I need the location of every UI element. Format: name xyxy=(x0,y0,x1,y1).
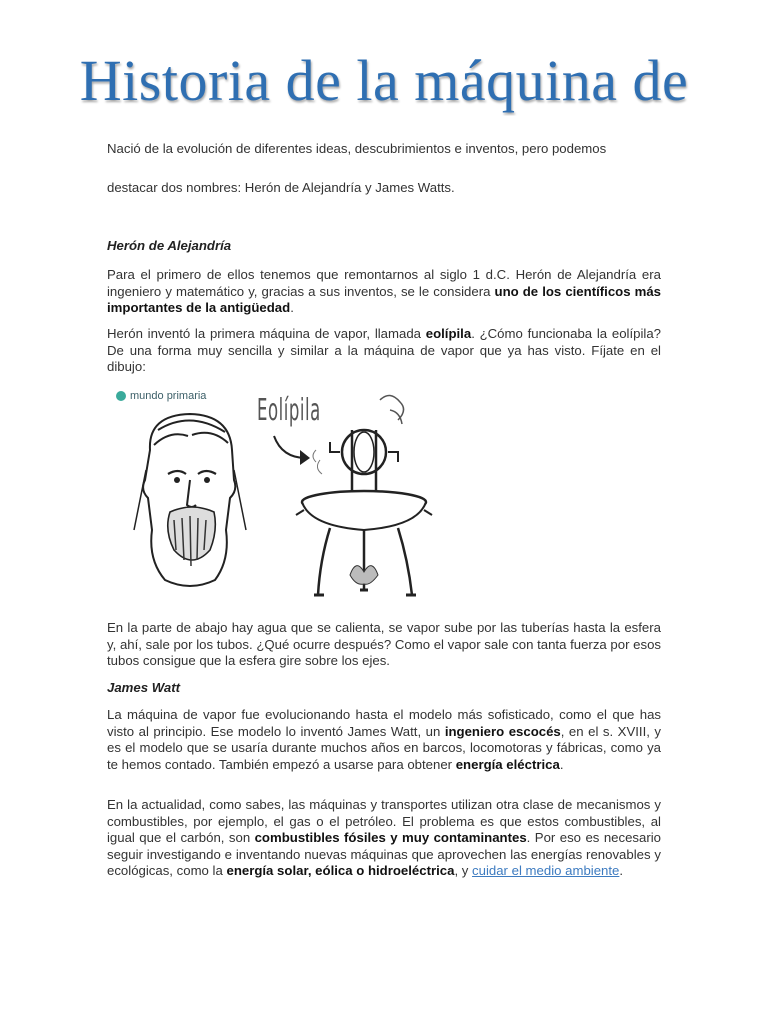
eolipile-illustration xyxy=(290,390,440,605)
watt-paragraph-2: En la actualidad, como sabes, las máquinas y transportes utilizan otra clase de mecanismos y combustibles, por ejemplo, el gas o el petróleo. El problema es que estos combustibles, al igual que el carbón, son combustibles fósiles y muy contaminantes. Por eso es necesario seguir investigando e inventando nuevas máquinas que aprovechen las energías renovables y ecológicas, como la energía solar, eólica o hidroeléctrica, y cuidar el medio ambiente. xyxy=(107,797,661,878)
intro-line-2: destacar dos nombres: Herón de Alejandría y James Watts. xyxy=(107,180,455,195)
watt-paragraph-1: La máquina de vapor fue evolucionando hasta el modelo más sofisticado, como el que has visto al principio. Ese modelo lo inventó James Watt, un ingeniero escocés, en el s. XVIII, y es el modelo que se usaría durante muchos años en barcos, locomotoras y fábricas, como ya te hemos contado. También empezó a usarse para obtener energía eléctrica. xyxy=(107,707,661,772)
heron-heading: Herón de Alejandría xyxy=(107,238,232,253)
intro-line-1: Nació de la evolución de diferentes ideas, descubrimientos e inventos, pero podemos xyxy=(107,141,607,156)
page-title: Historia de la máquina de xyxy=(79,48,689,113)
heron-paragraph-2: Herón inventó la primera máquina de vapor, llamada eolípila. ¿Cómo funcionaba la eolípila? De una forma muy sencilla y similar a la máquina de vapor que ya has visto. Fíjate en el dibujo: xyxy=(107,326,661,374)
environment-link[interactable]: cuidar el medio ambiente xyxy=(472,863,620,878)
mundo-primaria-logo: mundo primaria xyxy=(116,390,206,402)
after-figure-paragraph: En la parte de abajo hay agua que se calienta, se vapor sube por las tuberías hasta la esfera y, ahí, sale por los tubos. ¿Qué ocurre después? Como el vapor sale con tanta fuerza por esos tubos consigue que la esfera gire sobre los ejes. xyxy=(107,620,661,668)
logo-icon xyxy=(116,391,126,401)
watt-heading: James Watt xyxy=(107,680,181,695)
heron-portrait-illustration xyxy=(130,410,250,590)
heron-paragraph-1: Para el primero de ellos tenemos que remontarnos al siglo 1 d.C. Herón de Alejandría era ingeniero y matemático y, gracias a sus inventos, se le considera uno de los científicos más importantes de la antigüedad. xyxy=(107,267,661,315)
eolipila-label: Eolípila xyxy=(257,393,321,428)
